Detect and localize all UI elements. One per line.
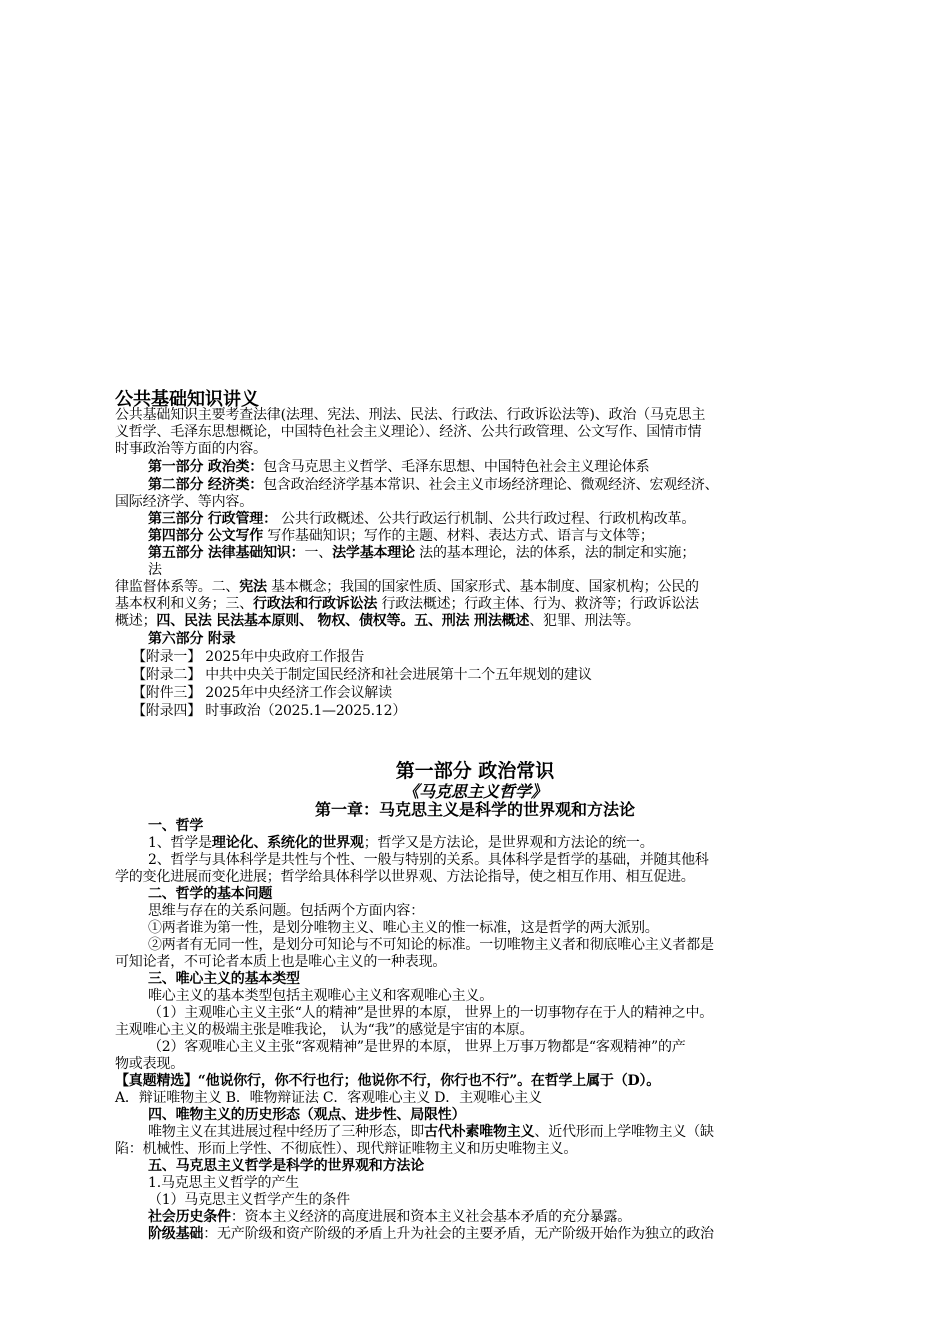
part-5-line-3 xyxy=(115,596,699,613)
s1-l1-text-1: 1、哲学是 xyxy=(148,835,212,851)
part-2-text: 包含政治经济学基本常识、社会主义市场经济理论、微观经济、宏观经济、 xyxy=(263,477,719,493)
section-3-line-2: （1）主观唯心主义主张“人的精神”是世界的本原， 世界上的一切事物存在于人的精神之中。 xyxy=(148,1005,714,1021)
part-3-line xyxy=(148,511,695,528)
part-2-continuation: 国际经济学、等内容。 xyxy=(115,494,253,510)
part-5-line-4 xyxy=(115,613,640,630)
s5-l3-text: ：资本主义经济的高度进展和资本主义社会基本矛盾的充分暴露。 xyxy=(230,1209,632,1225)
part-4-line xyxy=(148,528,654,545)
part-3-label: 第三部分 行政管理： xyxy=(148,511,277,527)
part-2-label: 第二部分 经济类： xyxy=(148,477,264,493)
part-5-l4-text-1: 概述； xyxy=(115,613,157,629)
section-4-line-1 xyxy=(148,1124,714,1141)
chapter-title: 第一章：马克思主义是科学的世界观和方法论 xyxy=(314,800,635,819)
section-2-line-2: ①两者谁为第一性，是划分唯物主义、唯心主义的惟一标准，这是哲学的两大派别。 xyxy=(148,920,659,936)
part-5-l3-bold: 行政法和行政诉讼法 xyxy=(253,596,378,612)
appendix-3: 【附件三】 2025年中央经济工作会议解读 xyxy=(132,685,392,701)
section-2-heading: 二、哲学的基本问题 xyxy=(148,886,273,902)
section-1-heading: 一、哲学 xyxy=(148,818,204,834)
s1-l1-text-2: ；哲学又是方法论，是世界观和方法论的统一。 xyxy=(363,835,654,851)
section-2-line-4: 可知论者，不可论者本质上也是唯心主义的一种表现。 xyxy=(115,954,447,970)
part-6-label: 第六部分 附录 xyxy=(148,631,236,647)
part-5-l4-bold: 四、民法 民法基本原则、 物权、债权等。五、刑法 刑法概述 xyxy=(156,613,530,629)
section-3-line-1: 唯心主义的基本类型包括主观唯心主义和客观唯心主义。 xyxy=(148,988,493,1004)
appendix-1: 【附录一】 2025年中央政府工作报告 xyxy=(132,649,365,665)
section-1-line-2: 2、哲学与具体科学是共性与个性、一般与特别的关系。具体科学是哲学的基础，并随其他科 xyxy=(148,852,709,868)
part-5-l2-text-2: 基本概念；我国的国家性质、国家形式、基本制度、国家机构；公民的 xyxy=(266,579,699,595)
part-1-label: 第一部分 政治类： xyxy=(148,459,264,475)
section-3-heading: 三、唯心主义的基本类型 xyxy=(148,971,300,987)
section-2-line-1: 思维与存在的关系问题。包括两个方面内容： xyxy=(148,903,424,919)
s4-l1-text-1: 唯物主义在其进展过程中经历了三种形态，即 xyxy=(148,1124,424,1140)
intro-line-3: 时事政治等方面的内容。 xyxy=(115,441,267,457)
section-4-heading: 四、唯物主义的历史形态（观点、进步性、局限性） xyxy=(148,1107,466,1123)
part-5-l2-text-1: 律监督体系等。二、 xyxy=(115,579,240,595)
section-5-line-2: （1）马克思主义哲学产生的条件 xyxy=(148,1192,350,1208)
part-1-text: 包含马克思主义哲学、毛泽东思想、中国特色社会主义理论体系 xyxy=(263,459,650,475)
s4-l1-text-2: 、近代形而上学唯物主义（缺 xyxy=(534,1124,714,1140)
section-4-line-2: 陷：机械性、形而上学性、不彻底性）、现代辩证唯物主义和历史唯物主义。 xyxy=(115,1141,578,1157)
quiz-options: A．辩证唯物主义 B．唯物辩证法 C．客观唯心主义 D．主观唯心主义 xyxy=(115,1090,542,1106)
section-5-line-3 xyxy=(148,1209,631,1226)
part-4-text: 写作基础知识；写作的主题、材料、表达方式、语言与文体等； xyxy=(263,528,654,544)
part-5-text-2: 法的基本理论，法的体系，法的制定和实施； xyxy=(414,545,696,561)
part-5-l4-text-2: 、犯罪、刑法等。 xyxy=(529,613,640,629)
part-title: 第一部分 政治常识 xyxy=(395,760,555,782)
part-5-line xyxy=(148,545,695,562)
book-title: 《马克思主义哲学》 xyxy=(402,782,547,801)
section-1-line-1 xyxy=(148,835,654,852)
section-5-line-4 xyxy=(148,1226,714,1243)
s4-l1-bold: 古代朴素唯物主义 xyxy=(424,1124,535,1140)
part-5-l2-bold: 宪法 xyxy=(239,579,267,595)
section-5-heading: 五、马克思主义哲学是科学的世界观和方法论 xyxy=(148,1158,424,1174)
section-1-line-3: 学的变化进展而变化进展；哲学给具体科学以世界观、方法论指导，使之相互作用、相互促进。 xyxy=(115,869,695,885)
part-5-label: 第五部分 法律基础知识： xyxy=(148,545,305,561)
part-5-bold-1: 法学基本理论 xyxy=(332,545,415,561)
section-5-line-1: 1.马克思主义哲学的产生 xyxy=(148,1175,299,1191)
part-5-fa: 法 xyxy=(148,562,162,578)
quiz-question: 【真题精选】“他说你行，你不行也行；他说你不行，你行也不行”。在哲学上属于（D）。 xyxy=(115,1073,661,1089)
part-4-label: 第四部分 公文写作 xyxy=(148,528,264,544)
section-3-line-4: （2）客观唯心主义主张“客观精神”是世界的本原， 世界上万事万物都是“客观精神”的产 xyxy=(148,1039,686,1055)
part-5-l3-text-2: 行政法概述；行政主体、行为、救济等；行政诉讼法 xyxy=(377,596,699,612)
s5-l4-bold: 阶级基础 xyxy=(148,1226,204,1242)
s5-l3-bold: 社会历史条件 xyxy=(148,1209,231,1225)
s1-l1-bold: 理论化、系统化的世界观 xyxy=(211,835,364,851)
appendix-4: 【附录四】 时事政治（2025.1—2025.12） xyxy=(132,703,407,719)
section-2-line-3: ②两者有无同一性，是划分可知论与不可知论的标准。一切唯物主义者和彻底唯心主义者都是 xyxy=(148,937,714,953)
part-5-l3-text-1: 基本权利和义务；三、 xyxy=(115,596,253,612)
section-3-line-3: 主观唯心主义的极端主张是唯我论， 认为“我”的感觉是宇宙的本原。 xyxy=(115,1022,534,1038)
section-3-line-5: 物或表现。 xyxy=(115,1056,184,1072)
document-title: 公共基础知识讲义 xyxy=(115,389,259,410)
appendix-2: 【附录二】 中共中央关于制定国民经济和社会进展第十二个五年规划的建议 xyxy=(132,667,592,683)
intro-line-1: 公共基础知识主要考查法律(法理、宪法、刑法、民法、行政法、行政诉讼法等)、政治（马克思主 xyxy=(115,407,706,423)
intro-line-2: 义哲学、毛泽东思想概论，中国特色社会主义理论）、经济、公共行政管理、公文写作、国情市情 xyxy=(115,424,702,440)
part-3-text: 公共行政概述、公共行政运行机制、公共行政过程、行政机构改革。 xyxy=(276,511,696,527)
part-5-text-1: 一、 xyxy=(304,545,333,561)
part-1-line xyxy=(148,459,649,476)
s5-l4-text: ：无产阶级和资产阶级的矛盾上升为社会的主要矛盾，无产阶级开始作为独立的政治 xyxy=(203,1226,714,1242)
part-2-line xyxy=(148,477,718,494)
part-5-line-2 xyxy=(115,579,699,596)
